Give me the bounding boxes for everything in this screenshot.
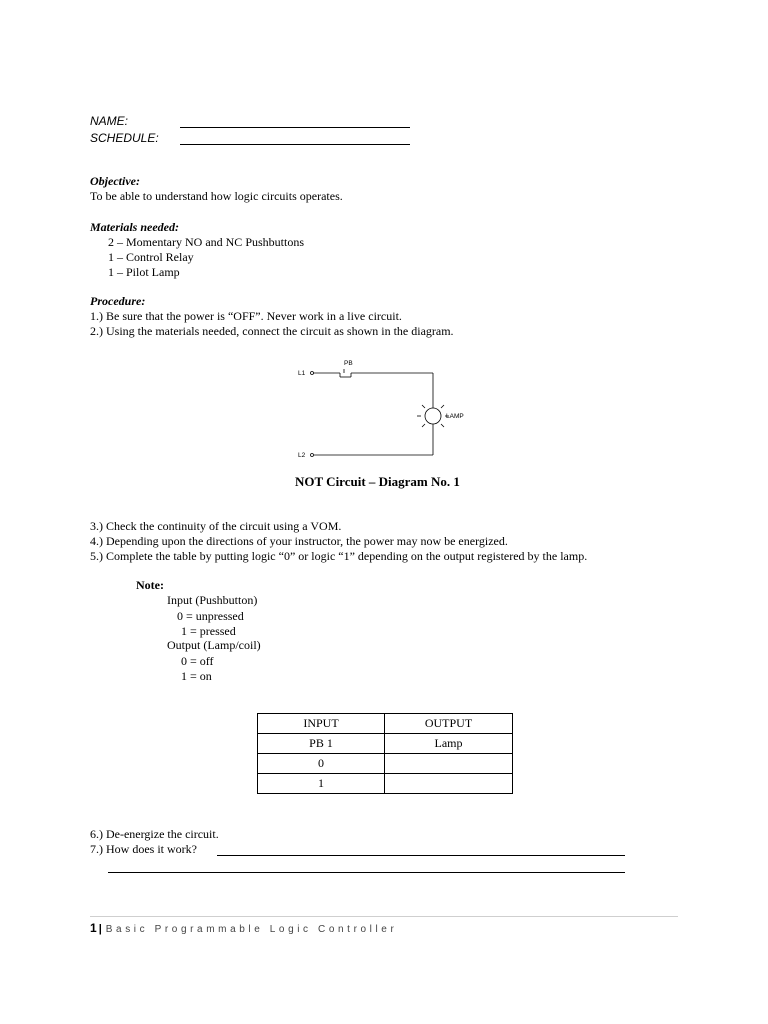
lamp-symbol <box>425 408 441 424</box>
table-header-output: OUTPUT <box>385 714 513 734</box>
schedule-label: SCHEDULE: <box>90 131 159 145</box>
table-subheader-lamp: Lamp <box>385 734 513 754</box>
table-row <box>258 754 513 774</box>
truth-table <box>257 713 513 794</box>
label-pb: PB <box>344 360 353 367</box>
footer-separator: | <box>98 923 102 935</box>
name-field-line[interactable] <box>180 127 410 128</box>
note-input-title: Input (Pushbutton) <box>167 593 258 607</box>
l1-terminal <box>311 372 314 375</box>
name-label: NAME: <box>90 114 129 128</box>
procedure-step-6: 6.) De-energize the circuit. <box>90 827 219 841</box>
procedure-step-5: 5.) Complete the table by putting logic “0” or logic “1” depending on the output registered by the lamp. <box>90 549 588 563</box>
materials-heading: Materials needed: <box>90 220 179 234</box>
material-item: 2 – Momentary NO and NC Pushbuttons <box>108 235 304 249</box>
procedure-step-4: 4.) Depending upon the directions of your instructor, the power may now be energized. <box>90 534 508 548</box>
note-output-0: 0 = off <box>181 654 214 668</box>
procedure-step-7: 7.) How does it work? <box>90 842 197 856</box>
answer-line-2[interactable] <box>108 872 625 873</box>
material-item: 1 – Pilot Lamp <box>108 265 180 279</box>
table-subheader-row <box>258 734 513 754</box>
table-cell-output[interactable] <box>385 754 513 774</box>
answer-line-1[interactable] <box>217 855 625 856</box>
l2-terminal <box>311 454 314 457</box>
objective-heading: Objective: <box>90 174 140 188</box>
table-cell-output[interactable] <box>385 774 513 794</box>
label-l1: L1 <box>298 370 306 377</box>
footer-rule <box>90 916 678 917</box>
objective-text: To be able to understand how logic circuits operates. <box>90 189 343 203</box>
label-lamp: LAMP <box>446 413 464 420</box>
diagram-caption: NOT Circuit – Diagram No. 1 <box>295 474 460 489</box>
note-output-1: 1 = on <box>181 669 212 683</box>
table-subheader-pb1: PB 1 <box>258 734 385 754</box>
page-number: 1 <box>90 921 97 935</box>
not-circuit-diagram <box>290 355 480 465</box>
table-row <box>258 774 513 794</box>
procedure-heading: Procedure: <box>90 294 146 308</box>
table-cell-input: 1 <box>258 774 385 794</box>
table-header-input: INPUT <box>258 714 385 734</box>
procedure-step-2: 2.) Using the materials needed, connect the circuit as shown in the diagram. <box>90 324 454 338</box>
label-l2: L2 <box>298 452 306 459</box>
page-footer <box>90 921 397 935</box>
table-cell-input: 0 <box>258 754 385 774</box>
table-header-row <box>258 714 513 734</box>
note-input-1: 1 = pressed <box>181 624 236 638</box>
note-input-0: 0 = unpressed <box>177 609 244 623</box>
schedule-field-line[interactable] <box>180 144 410 145</box>
procedure-step-1: 1.) Be sure that the power is “OFF”. Never work in a live circuit. <box>90 309 402 323</box>
note-heading: Note: <box>136 578 164 592</box>
footer-title: Basic Programmable Logic Controller <box>105 924 398 935</box>
note-output-title: Output (Lamp/coil) <box>167 638 261 652</box>
material-item: 1 – Control Relay <box>108 250 194 264</box>
procedure-step-3: 3.) Check the continuity of the circuit using a VOM. <box>90 519 342 533</box>
